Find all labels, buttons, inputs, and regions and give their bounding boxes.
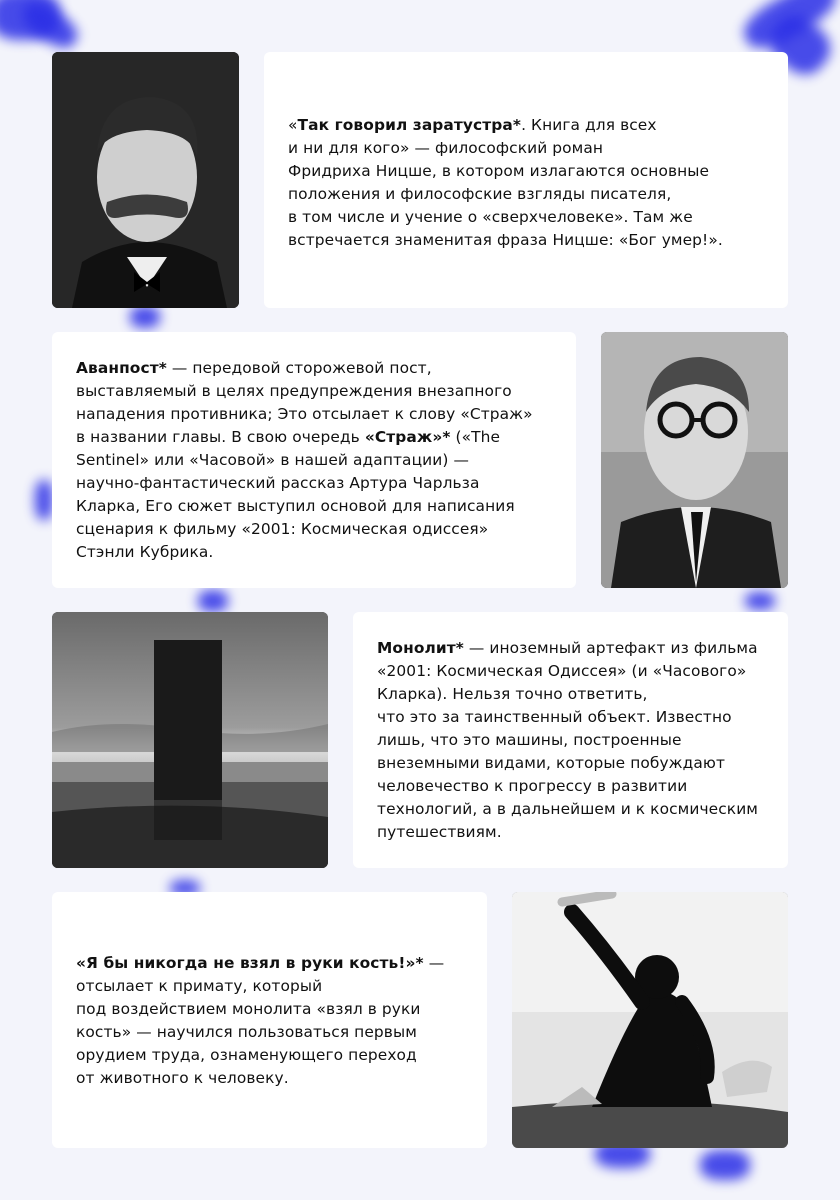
monolith-photo	[52, 612, 328, 868]
note-text-monolith	[377, 637, 777, 844]
note-body: («The Sentinel» или «Часовой» в нашей адаптации) — научно-фантастический рассказ Артура Чарльза Кларка, Его сюжет выступил основой для написания сценария к фильму «2001: Космическая одиссея» Стэнли Кубрика.	[76, 428, 515, 561]
note-text-zarathustra	[288, 114, 778, 252]
term-sentinel: «Страж»*	[364, 428, 451, 446]
note-text-outpost	[76, 357, 566, 564]
decor-blob	[745, 592, 775, 610]
note-body: — иноземный артефакт из фильма «2001: Космическая Одиссея» (и «Часового» Кларка). Нельзя точно ответить, что это за таинственный объект. Известно лишь, что это машины, построенные внеземными видами, которые побуждают человечество к прогрессу в развитии технологий, а в дальнейшем и к космическим путешествиям.	[377, 639, 759, 841]
ape-with-bone-photo	[512, 892, 788, 1148]
note-card-bone	[52, 892, 487, 1148]
note-body: . Книга для всех и ни для кого» — философский роман Фридриха Ницше, в котором излагаются основные положения и философские взгляды писателя, в том числе и учение о «сверхчеловеке». Там же встречается знаменитая фраза Ницше: «Бог умер!».	[288, 116, 723, 249]
decor-blob	[198, 590, 228, 612]
nietzsche-portrait	[52, 52, 239, 308]
decor-blob	[35, 480, 53, 520]
note-body: — отсылает к примату, который под воздействием монолита «взял в руки кость» — научился пользоваться первым орудием труда, ознаменующего переход от животного к человеку.	[76, 954, 445, 1087]
decor-blob	[700, 1150, 750, 1180]
term-outpost: Аванпост*	[76, 359, 167, 377]
term-bone-quote: «Я бы никогда не взял в руки кость!»*	[76, 954, 424, 972]
note-card-monolith	[353, 612, 788, 868]
term-zarathustra: Так говорил заратустра*	[297, 116, 522, 134]
note-card-outpost	[52, 332, 576, 588]
decor-blob	[130, 306, 160, 328]
note-card-zarathustra	[264, 52, 788, 308]
clarke-portrait	[601, 332, 788, 588]
term-monolith: Монолит*	[377, 639, 464, 657]
open-quote: «	[288, 116, 298, 134]
note-body: — передовой сторожевой пост, выставляемый в целях предупреждения внезапного нападения противника; Это отсылает к слову «Страж» в названии главы. В свою очередь	[76, 359, 533, 446]
note-text-bone	[76, 952, 476, 1090]
